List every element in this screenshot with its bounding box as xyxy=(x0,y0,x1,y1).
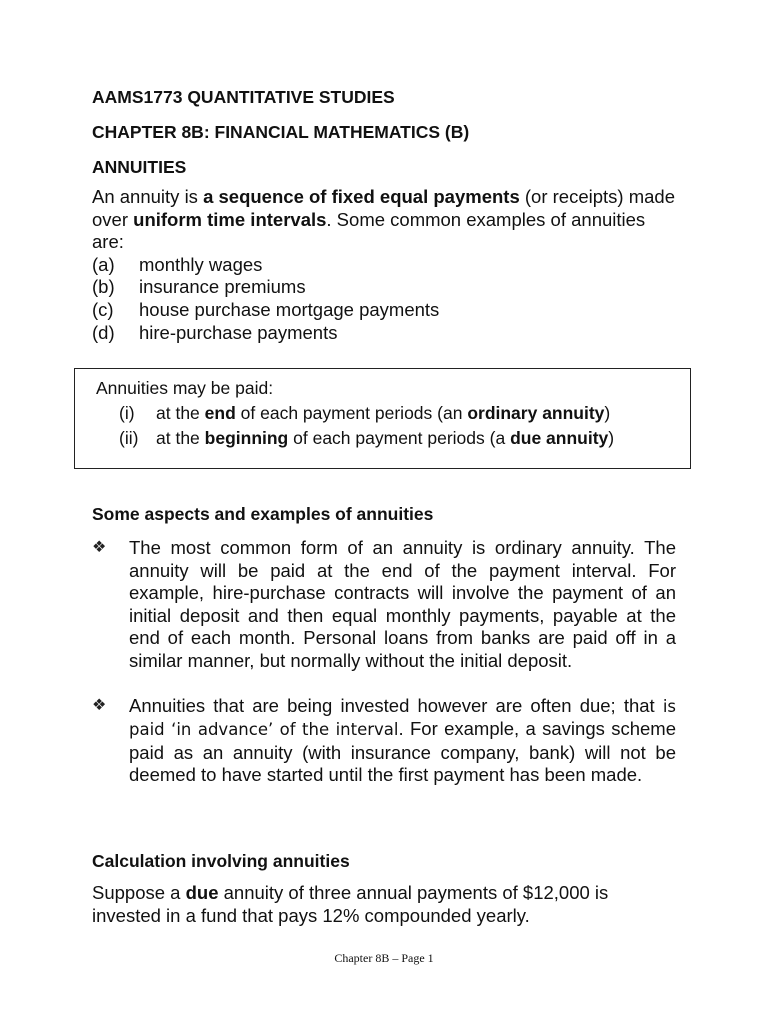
list-item: (b) insurance premiums xyxy=(92,276,306,298)
payment-types-box xyxy=(74,368,691,469)
list-item: ❖ The most common form of an annuity is ordinary annuity. The annuity will be paid at the end of the payment interval. For example, hire-purchase contracts will involve the payment of an initial deposit and then equal monthly payments, payable at the end of each month. Personal loans from banks are paid off in a similar manner, but normally without the initial deposit. xyxy=(92,537,676,671)
examples-list xyxy=(92,254,676,344)
list-item: ❖ Annuities that are being invested however are often due; that is paid ‘in advance’ of the interval. For example, a savings scheme paid as an annuity (with insurance company, bank) will not be deemed to have started until the first payment has been made. xyxy=(92,694,676,786)
intro-bold-1: a sequence of fixed equal payments xyxy=(203,186,520,207)
course-title: AAMS1773 QUANTITATIVE STUDIES xyxy=(92,87,395,107)
calculation-paragraph: Suppose a due annuity of three annual payments of $12,000 is invested in a fund that pays 12% compounded yearly. xyxy=(92,882,609,926)
box-option-ordinary: (i) at the end of each payment periods (an ordinary annuity) xyxy=(119,403,611,423)
intro-bold-2: uniform time intervals xyxy=(133,208,327,230)
diamond-bullet-icon: ❖ xyxy=(92,696,107,714)
aspects-title: Some aspects and examples of annuities xyxy=(92,504,434,524)
diamond-bullet-icon: ❖ xyxy=(92,539,107,556)
box-option-due: (ii) at the beginning of each payment periods (a due annuity) xyxy=(119,428,615,448)
page-footer: Chapter 8B – Page 1 xyxy=(334,951,434,965)
box-intro: Annuities may be paid: xyxy=(96,378,274,398)
list-item: (d) hire-purchase payments xyxy=(92,321,338,343)
aspects-section xyxy=(92,503,676,787)
page-body xyxy=(92,86,676,344)
chapter-title: CHAPTER 8B: FINANCIAL MATHEMATICS (B) xyxy=(92,122,470,142)
topic-title: ANNUITIES xyxy=(92,157,187,177)
calculation-section xyxy=(92,850,676,927)
intro-paragraph: An annuity is a sequence of fixed equal payments (or receipts) made over uniform time intervals. Some common examples of annuities are: xyxy=(92,186,675,253)
list-item: (a) monthly wages xyxy=(92,253,263,275)
list-item: (c) house purchase mortgage payments xyxy=(92,298,440,320)
calculation-title: Calculation involving annuities xyxy=(92,851,350,871)
